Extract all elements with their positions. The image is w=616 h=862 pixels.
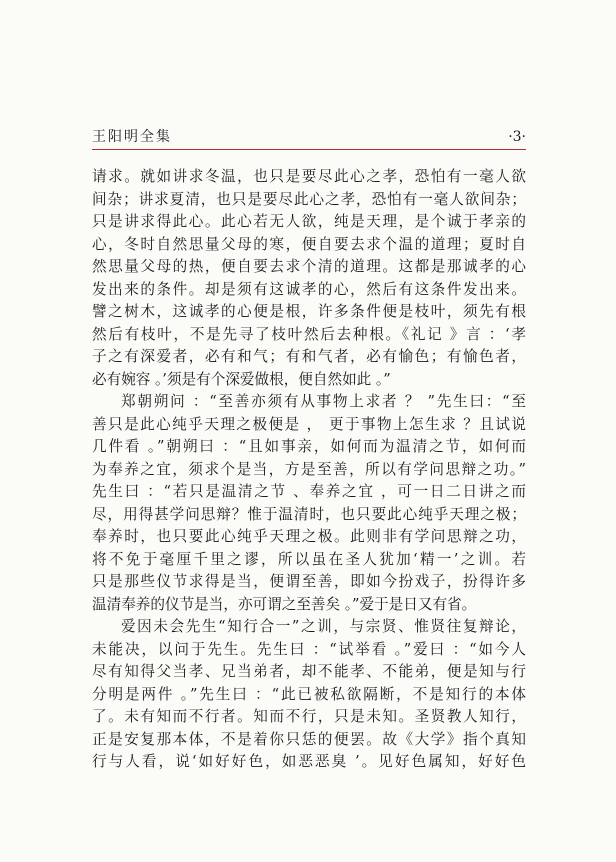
running-header xyxy=(92,128,526,148)
text-line: 行与人看，说‘如好好色，如恶恶臭 ’。见好色属知，好好色 xyxy=(92,753,526,770)
text-line: 尽，用得甚学问思辩？惟于温清时，也只要此心纯乎天理之极； xyxy=(92,505,526,523)
text-line: 譬之树木，这诚孝的心便是根，许多条件便是枝叶，须先有根 xyxy=(92,303,526,320)
text-line: 温清奉养的仪节是当，亦可谓之至善矣 。”爱于是日又有省。 xyxy=(92,595,477,613)
text-line: 只是讲求得此心。此心若无人欲，纯是天理，是个诚于孝亲的 xyxy=(92,213,526,230)
text-line: 了。未有知而不行者。知而不行，只是未知。圣贤教人知行， xyxy=(92,708,526,725)
text-line: 先生曰 ：“若只是温清之节 、奉养之宜 ，可一日二日讲之而 xyxy=(92,483,526,500)
body-text xyxy=(92,166,526,774)
page-number: ·3· xyxy=(508,129,526,145)
text-line: 必有婉容 。’须是有个深爱做根，便自然如此 。” xyxy=(92,370,391,388)
text-line: 正是安复那本体，不是着你只恁的便罢。故《大学》指个真知 xyxy=(92,730,526,748)
text-line: 心，冬时自然思量父母的寒，便自要去求个温的道理；夏时自 xyxy=(92,235,526,253)
text-line: 为奉养之宜，须求个是当，方是至善，所以有学问思辩之功。” xyxy=(92,460,526,478)
text-line: 分明是两件 。”先生曰 ：“此已被私欲隔断，不是知行的本体 xyxy=(92,685,526,703)
text-line: 将不免于毫厘千里之谬，所以虽在圣人犹加‘精一’之训。若 xyxy=(92,550,526,568)
text-line: 善只是此心纯乎天理之极便是 ， 更于事物上怎生求 ？且试说 xyxy=(92,415,526,433)
text-line: 间杂；讲求夏清，也只是要尽此心之孝，恐怕有一毫人欲间杂； xyxy=(92,190,526,208)
text-line: 子之有深爱者，必有和气；有和气者，必有愉色；有愉色者， xyxy=(92,348,526,365)
text-line: 奉养时，也只要此心纯乎天理之极。此则非有学问思辩之功， xyxy=(92,528,526,545)
text-line: 未能决，以问于先生。先生曰 ：“试举看 。”爱曰 ：“如今人 xyxy=(92,640,526,658)
text-line: 然思量父母的热，便自要去求个清的道理。这都是那诚孝的心 xyxy=(92,258,526,275)
text-line: 只是那些仪节求得是当，便谓至善，即如今扮戏子，扮得许多 xyxy=(92,573,526,590)
text-line: 郑朝朔问 ：“至善亦须有从事物上求者 ？ ”先生曰：“至 xyxy=(121,393,526,410)
book-title: 王阳明全集 xyxy=(92,129,172,145)
header-rule xyxy=(92,149,526,150)
text-line: 请求。就如讲求冬温，也只是要尽此心之孝，恐怕有一毫人欲 xyxy=(92,168,526,185)
text-line: 尽有知得父当孝、兄当弟者，却不能孝、不能弟，便是知与行 xyxy=(92,663,526,680)
text-line: 发出来的条件。却是须有这诚孝的心，然后有这条件发出来。 xyxy=(92,280,526,298)
text-line: 几件看 。”朝朔曰 ：“且如事亲，如何而为温清之节，如何而 xyxy=(92,438,526,455)
text-line: 然后有枝叶，不是先寻了枝叶然后去种根。《礼记 》言 ：‘孝 xyxy=(92,325,526,343)
text-line: 爱因未会先生“知行合一”之训，与宗贤、惟贤往复辩论， xyxy=(121,618,526,635)
